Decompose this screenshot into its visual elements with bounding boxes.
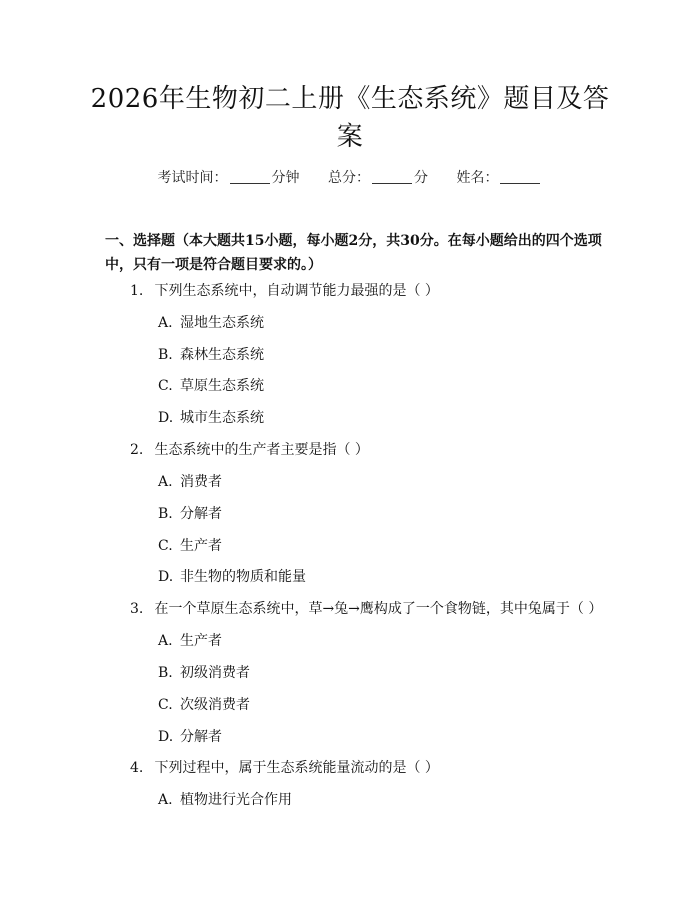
option-text: 分解者 xyxy=(180,506,222,522)
option-label: A. xyxy=(158,633,173,649)
option-text: 城市生态系统 xyxy=(180,410,264,426)
option-item xyxy=(158,408,264,428)
option-text: 消费者 xyxy=(180,474,222,490)
option-item xyxy=(158,727,222,747)
option-item xyxy=(158,536,222,556)
option-item xyxy=(158,345,264,365)
question-number: 2. xyxy=(130,442,144,458)
option-label: B. xyxy=(158,665,173,681)
question-number: 4. xyxy=(130,760,144,776)
option-item xyxy=(158,663,250,683)
option-label: A. xyxy=(158,792,173,808)
question-text: 在一个草原生态系统中，草→兔→鹰构成了一个食物链，其中兔属于（ ） xyxy=(154,601,603,617)
page-title: 2026年生物初二上册《生态系统》题目及答案 xyxy=(90,84,610,152)
option-text: 生产者 xyxy=(180,538,222,554)
option-label: C. xyxy=(158,538,173,554)
student-name xyxy=(456,170,542,186)
option-item xyxy=(158,472,222,492)
option-label: D. xyxy=(158,729,174,745)
option-text: 湿地生态系统 xyxy=(180,315,264,331)
question-number: 3. xyxy=(130,601,144,617)
option-item xyxy=(158,790,292,810)
exam-time xyxy=(158,170,304,186)
exam-time-label: 考试时间： xyxy=(157,170,228,186)
question-text: 下列过程中，属于生态系统能量流动的是（ ） xyxy=(154,760,439,776)
option-item xyxy=(158,695,250,715)
question-item xyxy=(130,599,602,619)
option-label: D. xyxy=(158,410,174,426)
total-score-blank xyxy=(372,169,412,184)
option-label: B. xyxy=(158,506,173,522)
question-item xyxy=(130,281,439,301)
student-name-blank xyxy=(500,169,540,184)
student-name-label: 姓名： xyxy=(456,170,499,186)
total-score-label: 总分： xyxy=(328,170,370,186)
option-text: 初级消费者 xyxy=(180,665,250,681)
question-text: 生态系统中的生产者主要是指（ ） xyxy=(154,442,369,458)
option-text: 次级消费者 xyxy=(180,697,250,713)
exam-info-line xyxy=(0,168,700,188)
option-item xyxy=(158,504,222,524)
option-text: 生产者 xyxy=(180,633,222,649)
total-score-unit: 分 xyxy=(414,170,428,186)
option-label: C. xyxy=(158,378,173,394)
option-label: A. xyxy=(158,474,173,490)
total-score xyxy=(328,170,432,186)
exam-time-blank xyxy=(230,169,270,184)
question-item xyxy=(130,758,439,778)
question-text: 下列生态系统中，自动调节能力最强的是（ ） xyxy=(154,283,439,299)
option-label: D. xyxy=(158,569,174,585)
option-text: 植物进行光合作用 xyxy=(180,792,292,808)
exam-time-unit: 分钟 xyxy=(271,170,300,186)
question-item xyxy=(130,440,369,460)
option-label: C. xyxy=(158,697,173,713)
option-item xyxy=(158,567,306,587)
option-item xyxy=(158,376,264,396)
option-item xyxy=(158,313,264,333)
option-label: B. xyxy=(158,347,173,363)
option-item xyxy=(158,631,222,651)
section-heading: 一、选择题（本大题共15小题，每小题2分，共30分。在每小题给出的四个选项中，只有一项是符合题目要求的。） xyxy=(105,233,602,273)
question-number: 1. xyxy=(130,283,144,299)
option-label: A. xyxy=(158,315,173,331)
option-text: 草原生态系统 xyxy=(180,378,264,394)
option-text: 非生物的物质和能量 xyxy=(180,569,306,585)
option-text: 森林生态系统 xyxy=(180,347,264,363)
option-text: 分解者 xyxy=(180,729,222,745)
